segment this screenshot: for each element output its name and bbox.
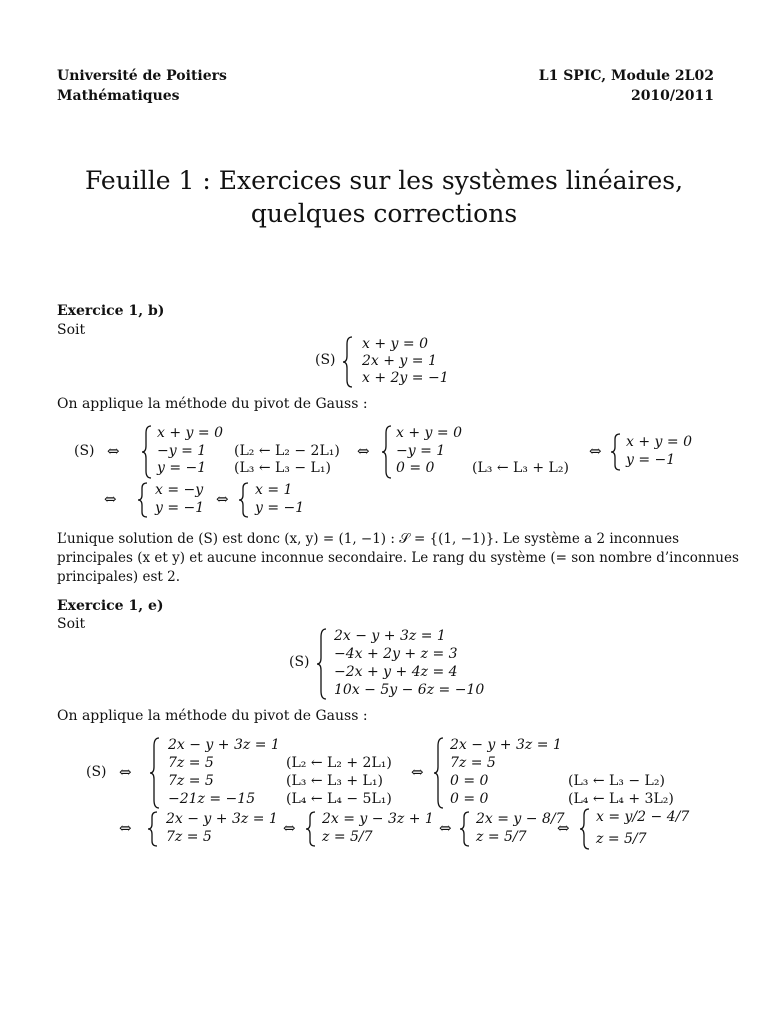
equation: 7z = 5 xyxy=(168,755,214,771)
left-brace xyxy=(380,425,394,479)
equation: 7z = 5 xyxy=(168,773,214,789)
equation: 2x = y − 3z + 1 xyxy=(322,811,434,827)
paragraph-line: principales) est 2. xyxy=(57,569,180,585)
equation: 7z = 5 xyxy=(450,755,496,771)
equivalence-symbol: ⇔ xyxy=(119,819,132,837)
row-operation: (L₃ ← L₃ + L₂) xyxy=(472,460,569,476)
equation: −21z = −15 xyxy=(168,791,256,807)
equation: y = −1 xyxy=(157,460,207,476)
equation: x + 2y = −1 xyxy=(362,370,449,386)
equation: 7z = 5 xyxy=(166,829,212,845)
ex1e-gauss-steps-continued xyxy=(119,808,739,852)
equivalence-symbol: ⇔ xyxy=(104,490,117,508)
equation: y = −1 xyxy=(155,500,205,516)
ex1b-gauss-steps-continued xyxy=(104,481,404,521)
row-operation: (L₃ ← L₃ + L₁) xyxy=(286,773,383,789)
row-operation: (L₄ ← L₄ + 3L₂) xyxy=(568,791,674,807)
exercise-1b-soit: Soit xyxy=(57,322,86,338)
ex1b-initial-system xyxy=(315,336,515,390)
left-brace xyxy=(459,811,471,847)
header-left xyxy=(57,66,227,106)
title-line-2: quelques corrections xyxy=(250,199,518,228)
title-line-1: Feuille 1 : Exercices sur les systèmes linéaires, xyxy=(84,166,684,195)
department-name: Mathématiques xyxy=(57,88,180,104)
row-operation: (L₃ ← L₃ − L₁) xyxy=(234,460,331,476)
equation: 2x + y = 1 xyxy=(362,353,437,369)
ex1e-method: On applique la méthode du pivot de Gauss : xyxy=(57,708,368,724)
left-brace xyxy=(137,482,149,518)
paragraph-line: L’unique solution de (S) est donc (x, y) = (1, −1) : 𝒮 = {(1, −1)}. Le système a 2 inconnues xyxy=(57,531,680,547)
left-brace xyxy=(305,811,317,847)
ex1e-initial-system xyxy=(289,628,519,700)
equation: y = −1 xyxy=(255,500,305,516)
left-brace xyxy=(140,425,154,479)
equivalence-symbol: ⇔ xyxy=(411,763,424,781)
equation: x + y = 0 xyxy=(362,336,428,352)
system-label: (S) xyxy=(289,654,310,670)
equation: 0 = 0 xyxy=(396,460,435,476)
ex1b-method: On applique la méthode du pivot de Gauss : xyxy=(57,396,368,412)
paragraph-line: principales (x et y) et aucune inconnue secondaire. Le rang du système (= son nombre d’inconnues xyxy=(57,550,739,566)
equivalence-symbol: ⇔ xyxy=(119,763,132,781)
equation: −4x + 2y + z = 3 xyxy=(334,646,458,662)
page-title xyxy=(0,164,768,230)
equation: 0 = 0 xyxy=(450,791,489,807)
equation: x = y/2 − 4/7 xyxy=(596,809,690,825)
equation: −y = 1 xyxy=(157,443,207,459)
equation: x + y = 0 xyxy=(396,425,462,441)
equation: 2x − y + 3z = 1 xyxy=(334,628,446,644)
left-brace xyxy=(148,737,162,809)
left-brace xyxy=(147,811,159,847)
equivalence-symbol: ⇔ xyxy=(589,442,602,460)
left-brace xyxy=(238,482,250,518)
equation: z = 5/7 xyxy=(322,829,373,845)
university-name: Université de Poitiers xyxy=(57,68,227,84)
row-operation: (L₄ ← L₄ − 5L₁) xyxy=(286,791,392,807)
exercise-1b-heading: Exercice 1, b) xyxy=(57,303,165,319)
ex1e-gauss-steps xyxy=(86,737,726,811)
equation: x + y = 0 xyxy=(626,434,692,450)
header-right xyxy=(539,66,714,106)
equivalence-symbol: ⇔ xyxy=(216,490,229,508)
exercise-1e-heading: Exercice 1, e) xyxy=(57,598,164,614)
equation: z = 5/7 xyxy=(596,831,647,847)
equivalence-symbol: ⇔ xyxy=(439,819,452,837)
left-brace xyxy=(432,737,446,809)
system-label: (S) xyxy=(315,352,336,368)
equation: 10x − 5y − 6z = −10 xyxy=(334,682,485,698)
row-operation: (L₂ ← L₂ − 2L₁) xyxy=(234,443,340,459)
course-name: L1 SPIC, Module 2L02 xyxy=(538,68,714,84)
row-operation: (L₃ ← L₃ − L₂) xyxy=(568,773,665,789)
equivalence-symbol: ⇔ xyxy=(557,819,570,837)
equation: 2x − y + 3z = 1 xyxy=(168,737,280,753)
ex1b-conclusion xyxy=(57,530,739,587)
equation: 2x − y + 3z = 1 xyxy=(166,811,278,827)
left-brace xyxy=(610,433,622,471)
exercise-1e-soit: Soit xyxy=(57,616,86,632)
left-brace xyxy=(341,336,355,388)
ex1b-gauss-steps xyxy=(74,425,724,485)
equation: x + y = 0 xyxy=(157,425,223,441)
left-brace xyxy=(315,628,329,700)
equivalence-symbol: ⇔ xyxy=(283,819,296,837)
equation: x = 1 xyxy=(255,482,293,498)
academic-year: 2010/2011 xyxy=(630,88,714,104)
row-operation: (L₂ ← L₂ + 2L₁) xyxy=(286,755,392,771)
system-label: (S) xyxy=(86,764,107,780)
equation: 2x − y + 3z = 1 xyxy=(450,737,562,753)
equivalence-symbol: ⇔ xyxy=(357,442,370,460)
equation: z = 5/7 xyxy=(476,829,527,845)
equation: x = −y xyxy=(155,482,204,498)
equivalence-symbol: ⇔ xyxy=(107,442,120,460)
equation: 2x = y − 8/7 xyxy=(476,811,565,827)
equation: y = −1 xyxy=(626,452,676,468)
system-label: (S) xyxy=(74,443,95,459)
equation: 0 = 0 xyxy=(450,773,489,789)
equation: −2x + y + 4z = 4 xyxy=(334,664,458,680)
left-brace xyxy=(579,808,591,850)
equation: −y = 1 xyxy=(396,443,446,459)
